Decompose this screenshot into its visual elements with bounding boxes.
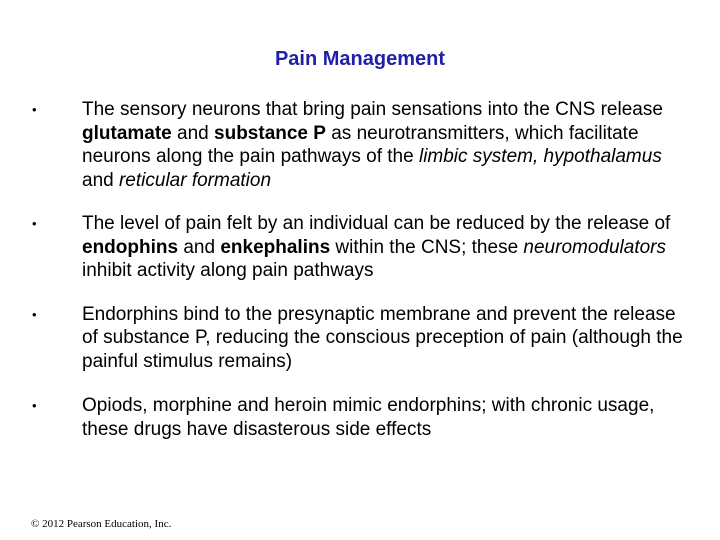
bullet-item bbox=[32, 212, 692, 283]
bullet-item bbox=[32, 303, 692, 374]
text-segment: inhibit activity along pain pathways bbox=[82, 260, 374, 281]
bullet-text: Opiods, morphine and heroin mimic endorphins; with chronic usage, these drugs have disasterous side effects bbox=[82, 395, 655, 440]
text-segment: and bbox=[82, 169, 119, 191]
text-segment: The level of pain felt by an individual can be reduced by the release of bbox=[82, 213, 671, 234]
text-segment: The sensory neurons that bring pain sensations into the CNS release bbox=[82, 99, 663, 120]
bullet-item bbox=[32, 98, 692, 192]
bullet-marker: • bbox=[32, 102, 37, 117]
bullet-text bbox=[82, 213, 670, 281]
slide-title: Pain Management bbox=[274, 48, 446, 70]
bullet-item bbox=[32, 394, 692, 441]
bullet-list bbox=[32, 98, 692, 441]
italic-term: neuromodulators bbox=[523, 236, 667, 258]
bullet-text bbox=[82, 99, 663, 191]
italic-term: limbic system, hypothalamus bbox=[418, 146, 662, 167]
bullet-marker: • bbox=[32, 398, 37, 413]
bullet-marker: • bbox=[32, 216, 37, 231]
text-segment: and bbox=[178, 236, 221, 258]
bold-term: endophins bbox=[82, 236, 179, 258]
text-segment: and bbox=[171, 122, 215, 144]
bold-term: substance P bbox=[214, 122, 326, 144]
text-segment: as neurotransmitters, which facilitate neurons along the pain pathways of the bbox=[82, 122, 639, 167]
copyright-notice: © 2012 Pearson Education, Inc. bbox=[31, 518, 172, 530]
bold-term: glutamate bbox=[82, 122, 172, 144]
bullet-marker: • bbox=[32, 306, 37, 322]
text-segment: within the CNS; these bbox=[330, 236, 524, 258]
bullet-text: Endorphins bind to the presynaptic membrane and prevent the release of substance P, reducing the conscious preception of pain (although the painful stimulus remains) bbox=[82, 303, 683, 372]
bold-term: enkephalins bbox=[220, 236, 331, 258]
italic-term: reticular formation bbox=[118, 169, 272, 191]
